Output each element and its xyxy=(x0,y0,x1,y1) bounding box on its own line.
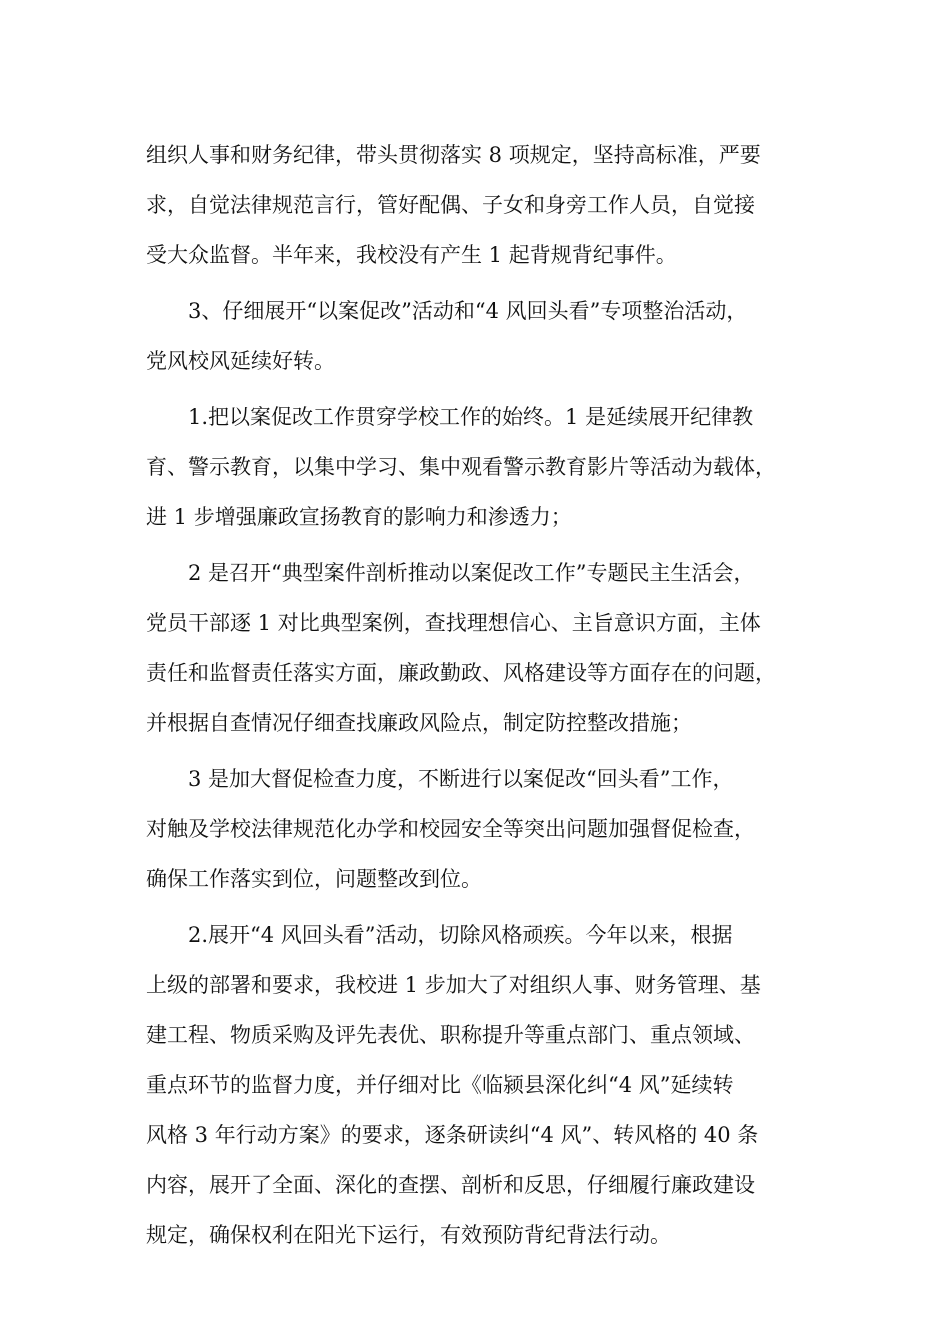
text-line: 风格 3 年行动方案》的要求，逐条研读纠“4 风”、转风格的 40 条 xyxy=(146,1123,759,1147)
text-line: 确保工作落实到位，问题整改到位。 xyxy=(146,867,482,891)
text-line: 党员干部逐 1 对比典型案例，查找理想信心、主旨意识方面，主体 xyxy=(146,611,761,635)
text-line: 内容，展开了全面、深化的查摆、剖析和反思，仔细履行廉政建设 xyxy=(146,1173,755,1197)
text-line: 建工程、物质采购及评先表优、职称提升等重点部门、重点领域、 xyxy=(146,1023,755,1047)
text-line: 1.把以案促改工作贯穿学校工作的始终。1 是延续展开纪律教 xyxy=(188,405,754,429)
paragraph-5 xyxy=(146,754,814,904)
text-line: 责任和监督责任落实方面，廉政勤政、风格建设等方面存在的问题， xyxy=(146,661,776,685)
text-line: 重点环节的监督力度，并仔细对比《临颍县深化纠“4 风”延续转 xyxy=(146,1073,734,1097)
paragraph-6 xyxy=(146,910,814,1260)
text-line: 规定，确保权利在阳光下运行，有效预防背纪背法行动。 xyxy=(146,1223,671,1247)
text-line: 并根据自查情况仔细查找廉政风险点，制定防控整改措施； xyxy=(146,711,692,735)
paragraph-1 xyxy=(146,130,814,280)
text-line: 进 1 步增强廉政宣扬教育的影响力和渗透力； xyxy=(146,505,572,529)
text-line: 2.展开“4 风回头看”活动，切除风格顽疾。今年以来，根据 xyxy=(188,923,733,947)
text-line: 对触及学校法律规范化办学和校园安全等突出问题加强督促检查， xyxy=(146,817,755,841)
text-line: 求，自觉法律规范言行，管好配偶、子女和身旁工作人员，自觉接 xyxy=(146,193,755,217)
text-line: 育、警示教育，以集中学习、集中观看警示教育影片等活动为载体， xyxy=(146,455,776,479)
paragraph-3 xyxy=(146,392,814,542)
paragraph-2 xyxy=(146,286,814,386)
text-line: 组织人事和财务纪律，带头贯彻落实 8 项规定，坚持高标准，严要 xyxy=(146,143,761,167)
text-line: 党风校风延续好转。 xyxy=(146,349,335,373)
text-line: 受大众监督。半年来，我校没有产生 1 起背规背纪事件。 xyxy=(146,243,677,267)
document-body xyxy=(146,130,814,1260)
text-line: 2 是召开“典型案件剖析推动以案促改工作”专题民主生活会， xyxy=(188,561,755,585)
text-line: 上级的部署和要求，我校进 1 步加大了对组织人事、财务管理、基 xyxy=(146,973,761,997)
text-line: 3 是加大督促检查力度，不断进行以案促改“回头看”工作， xyxy=(188,767,734,791)
text-line: 3、仔细展开“以案促改”活动和“4 风回头看”专项整治活动， xyxy=(188,299,748,323)
paragraph-4 xyxy=(146,548,814,748)
